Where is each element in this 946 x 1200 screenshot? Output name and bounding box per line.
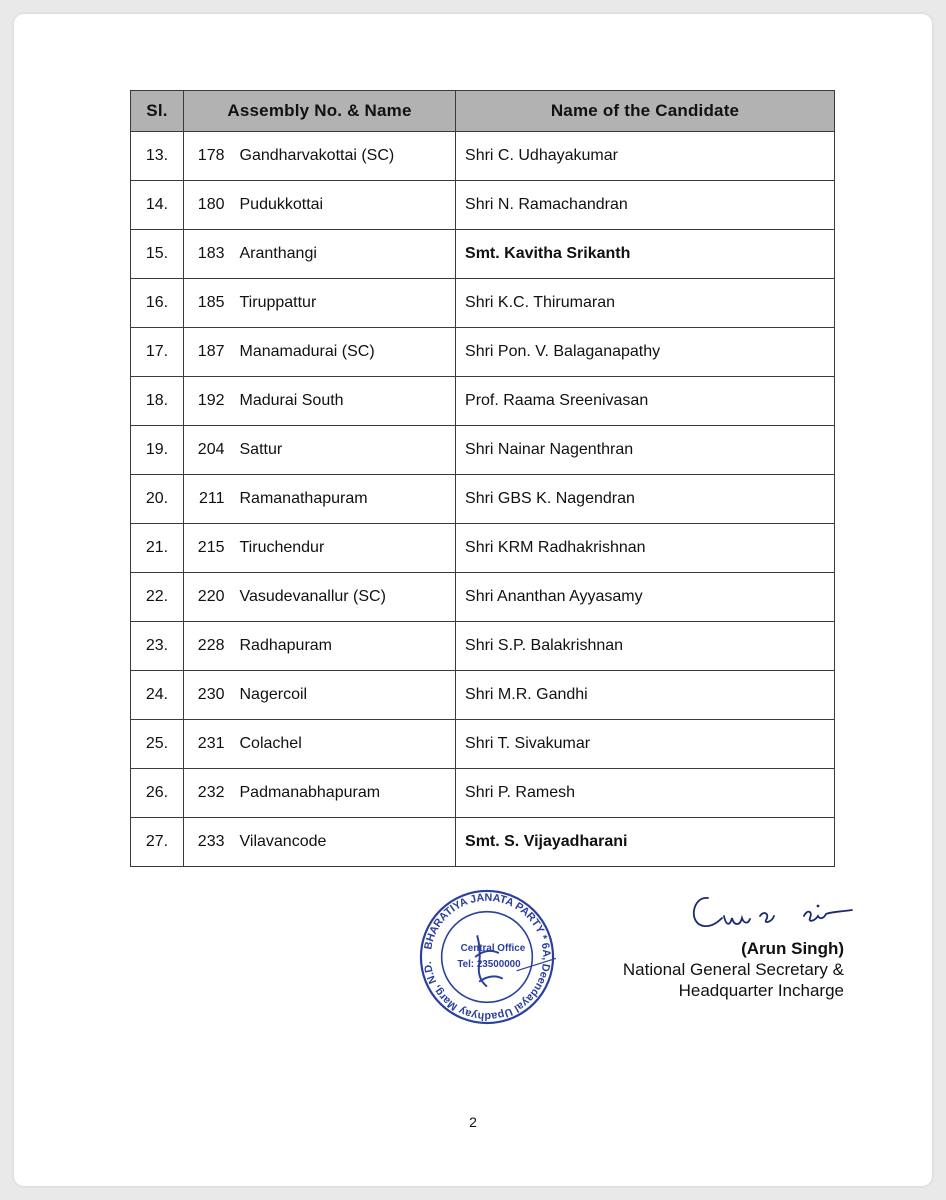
header-assembly: Assembly No. & Name bbox=[184, 91, 456, 132]
row-assembly-number: 178 bbox=[184, 132, 232, 181]
table-row bbox=[131, 279, 835, 328]
seal-inner-line2: Tel: 23500000 bbox=[457, 958, 521, 970]
row-assembly-number: 211 bbox=[184, 475, 232, 524]
table-row bbox=[131, 132, 835, 181]
row-candidate-name: Shri Pon. V. Balaganapathy bbox=[456, 328, 835, 377]
table-row bbox=[131, 328, 835, 377]
candidate-table bbox=[130, 90, 835, 867]
row-assembly-name: Manamadurai (SC) bbox=[232, 328, 456, 377]
table-row bbox=[131, 818, 835, 867]
row-candidate-name: Shri KRM Radhakrishnan bbox=[456, 524, 835, 573]
table-row bbox=[131, 622, 835, 671]
row-assembly-number: 232 bbox=[184, 769, 232, 818]
row-candidate-name: Shri K.C. Thirumaran bbox=[456, 279, 835, 328]
table-header-row bbox=[131, 91, 835, 132]
seal-outer-ring bbox=[421, 891, 553, 1023]
table-row bbox=[131, 426, 835, 475]
row-candidate-name: Shri S.P. Balakrishnan bbox=[456, 622, 835, 671]
row-assembly-name: Radhapuram bbox=[232, 622, 456, 671]
row-assembly-number: 187 bbox=[184, 328, 232, 377]
signatory-title-line1: National General Secretary & bbox=[622, 960, 844, 979]
row-candidate-name: Shri N. Ramachandran bbox=[456, 181, 835, 230]
row-candidate-name: Shri T. Sivakumar bbox=[456, 720, 835, 769]
row-assembly-number: 215 bbox=[184, 524, 232, 573]
row-candidate-name: Shri Ananthan Ayyasamy bbox=[456, 573, 835, 622]
table-row bbox=[131, 671, 835, 720]
row-sl-number: 23. bbox=[131, 622, 184, 671]
table-row bbox=[131, 769, 835, 818]
table-row bbox=[131, 230, 835, 279]
row-assembly-name: Madurai South bbox=[232, 377, 456, 426]
signatory-name: (Arun Singh) bbox=[741, 939, 844, 958]
row-assembly-name: Sattur bbox=[232, 426, 456, 475]
row-assembly-name: Aranthangi bbox=[232, 230, 456, 279]
row-assembly-name: Padmanabhapuram bbox=[232, 769, 456, 818]
seal-inner-ring bbox=[442, 912, 533, 1003]
row-assembly-name: Tiruchendur bbox=[232, 524, 456, 573]
row-sl-number: 22. bbox=[131, 573, 184, 622]
row-sl-number: 27. bbox=[131, 818, 184, 867]
row-candidate-name: Shri C. Udhayakumar bbox=[456, 132, 835, 181]
row-assembly-name: Tiruppattur bbox=[232, 279, 456, 328]
row-sl-number: 25. bbox=[131, 720, 184, 769]
row-candidate-name: Shri P. Ramesh bbox=[456, 769, 835, 818]
row-sl-number: 24. bbox=[131, 671, 184, 720]
row-sl-number: 16. bbox=[131, 279, 184, 328]
row-assembly-number: 220 bbox=[184, 573, 232, 622]
row-assembly-number: 228 bbox=[184, 622, 232, 671]
row-candidate-name: Shri M.R. Gandhi bbox=[456, 671, 835, 720]
row-assembly-number: 204 bbox=[184, 426, 232, 475]
header-sl: Sl. bbox=[131, 91, 184, 132]
row-assembly-number: 180 bbox=[184, 181, 232, 230]
document-page bbox=[14, 14, 932, 1186]
row-sl-number: 14. bbox=[131, 181, 184, 230]
row-assembly-name: Nagercoil bbox=[232, 671, 456, 720]
row-sl-number: 19. bbox=[131, 426, 184, 475]
signatory-title-line2: Headquarter Incharge bbox=[678, 981, 844, 1000]
seal-color-group bbox=[421, 891, 556, 1023]
row-candidate-name: Smt. Kavitha Srikanth bbox=[456, 230, 835, 279]
page-number: 2 bbox=[469, 1114, 477, 1130]
row-sl-number: 20. bbox=[131, 475, 184, 524]
row-sl-number: 13. bbox=[131, 132, 184, 181]
signatory-block bbox=[574, 938, 844, 1001]
row-assembly-number: 231 bbox=[184, 720, 232, 769]
party-seal-stamp bbox=[418, 888, 556, 1026]
table-row bbox=[131, 720, 835, 769]
table-row bbox=[131, 475, 835, 524]
row-assembly-name: Pudukkottai bbox=[232, 181, 456, 230]
row-assembly-number: 233 bbox=[184, 818, 232, 867]
handwritten-signature bbox=[686, 886, 866, 936]
row-assembly-number: 192 bbox=[184, 377, 232, 426]
row-candidate-name: Shri Nainar Nagenthran bbox=[456, 426, 835, 475]
row-assembly-name: Vilavancode bbox=[232, 818, 456, 867]
row-assembly-name: Gandharvakottai (SC) bbox=[232, 132, 456, 181]
row-sl-number: 26. bbox=[131, 769, 184, 818]
row-candidate-name: Shri GBS K. Nagendran bbox=[456, 475, 835, 524]
table-row bbox=[131, 524, 835, 573]
table-row bbox=[131, 377, 835, 426]
table-row bbox=[131, 181, 835, 230]
row-assembly-name: Vasudevanallur (SC) bbox=[232, 573, 456, 622]
header-candidate: Name of the Candidate bbox=[456, 91, 835, 132]
seal-outer-text: BHARATIYA JANATA PARTY * 6A, Deendayal Upadhyay Marg, N.D. bbox=[421, 891, 553, 1023]
row-assembly-number: 185 bbox=[184, 279, 232, 328]
row-candidate-name: Prof. Raama Sreenivasan bbox=[456, 377, 835, 426]
row-assembly-name: Colachel bbox=[232, 720, 456, 769]
row-assembly-name: Ramanathapuram bbox=[232, 475, 456, 524]
row-sl-number: 17. bbox=[131, 328, 184, 377]
seal-inner-line1: Central Office bbox=[460, 943, 526, 955]
row-sl-number: 21. bbox=[131, 524, 184, 573]
row-sl-number: 18. bbox=[131, 377, 184, 426]
table-body bbox=[131, 132, 835, 867]
row-assembly-number: 183 bbox=[184, 230, 232, 279]
row-assembly-number: 230 bbox=[184, 671, 232, 720]
row-candidate-name: Smt. S. Vijayadharani bbox=[456, 818, 835, 867]
table-row bbox=[131, 573, 835, 622]
row-sl-number: 15. bbox=[131, 230, 184, 279]
